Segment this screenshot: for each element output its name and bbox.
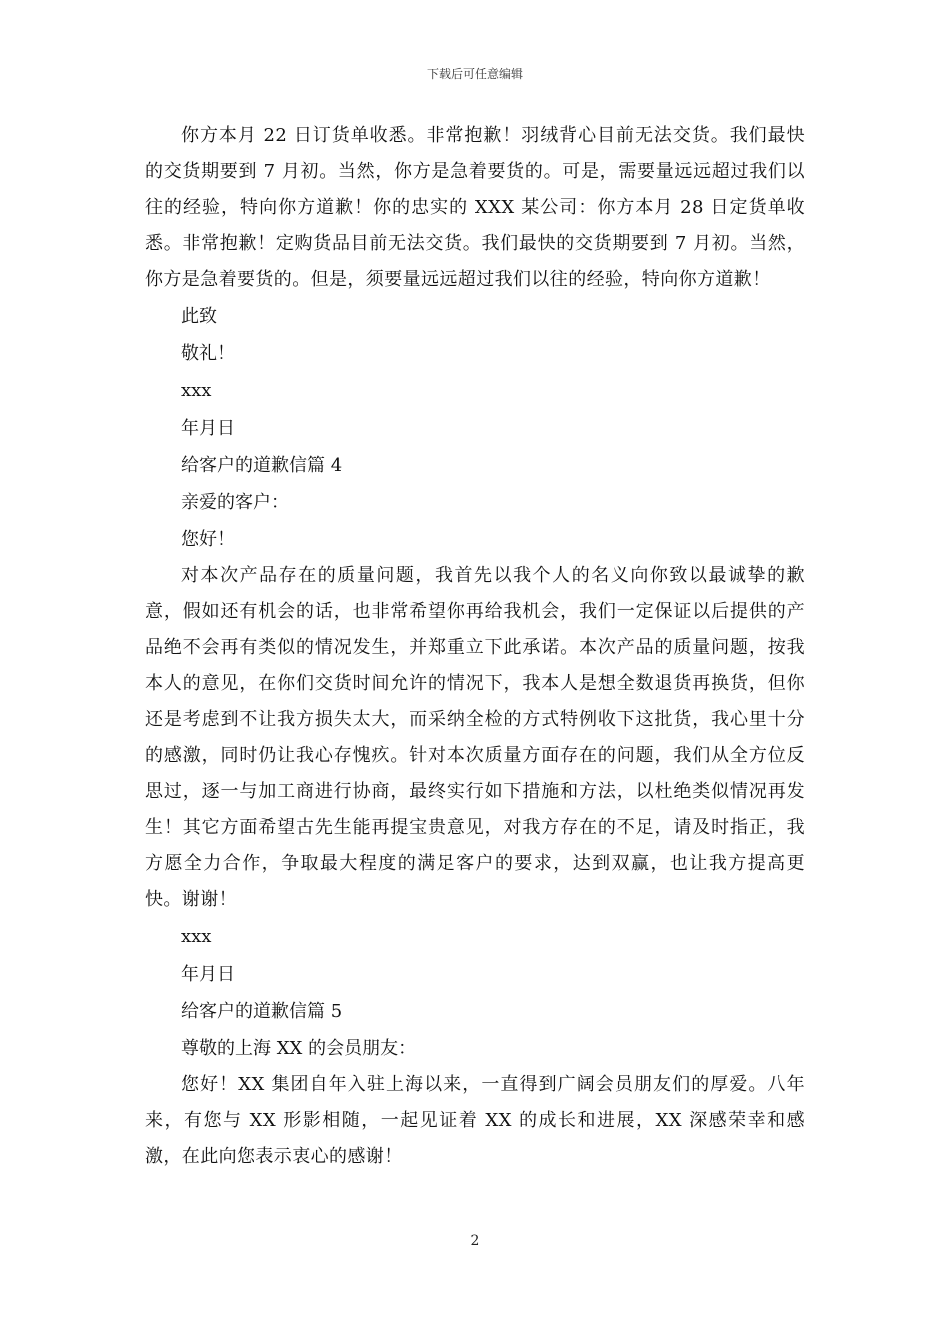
- greeting-line: 亲爱的客户：: [181, 492, 289, 514]
- body-paragraph: 您好！XX 集团自年入驻上海以来，一直得到广阔会员朋友们的厚爱。八年来，有您与 XX 形影相随，一起见证着 XX 的成长和进展，XX 深感荣幸和感激，在此向您表示衷心的感谢！: [145, 1074, 805, 1168]
- signature: xxx: [181, 380, 212, 402]
- greeting-line: 您好！: [181, 529, 235, 551]
- body-paragraph: 对本次产品存在的质量问题，我首先以我个人的名义向你致以最诚挚的歉意，假如还有机会的话，也非常希望你再给我机会，我们一定保证以后提供的产品绝不会再有类似的情况发生，并郑重立下此承诺。本次产品的质量问题，按我本人的意见，在你们交货时间允许的情况下，我本人是想全数退货再换货，但你还是考虑到不让我方损失太大，而采纳全检的方式特例收下这批货，我心里十分的感激，同时仍让我心存愧疚。针对本次质量方面存在的问题，我们从全方位反思过，逐一与加工商进行协商，最终实行如下措施和方法，以杜绝类似情况再发生！其它方面希望古先生能再提宝贵意见，对我方存在的不足，请及时指正，我方愿全力合作，争取最大程度的满足客户的要求，达到双赢，也让我方提高更快。谢谢！: [145, 565, 805, 911]
- page-header: 下载后可任意编辑: [426, 67, 523, 81]
- section-title: 给客户的道歉信篇 4: [181, 454, 343, 476]
- page-content: [145, 118, 805, 1175]
- body-paragraph: 你方本月 22 日订货单收悉。非常抱歉！羽绒背心目前无法交货。我们最快的交货期要到 7 月初。当然，你方是急着要货的。可是，需要量远远超过我们以往的经验，特向你方道歉！你的忠实的 XXX 某公司：你方本月 28 日定货单收悉。非常抱歉！定购货品目前无法交货。我们最快的交货期要到 7 月初。当然，你方是急着要货的。但是，须要量远远超过我们以往的经验，特向你方道歉！: [145, 125, 805, 290]
- closing-salutation: 敬礼！: [181, 343, 235, 365]
- signature: xxx: [181, 926, 212, 948]
- section-title: 给客户的道歉信篇 5: [181, 1000, 343, 1022]
- greeting-line: 尊敬的上海 XX 的会员朋友：: [181, 1038, 417, 1060]
- date-line: 年月日: [181, 417, 235, 439]
- page-number: 2: [470, 1233, 480, 1249]
- date-line: 年月日: [181, 963, 235, 985]
- closing-line: 此致: [181, 306, 217, 327]
